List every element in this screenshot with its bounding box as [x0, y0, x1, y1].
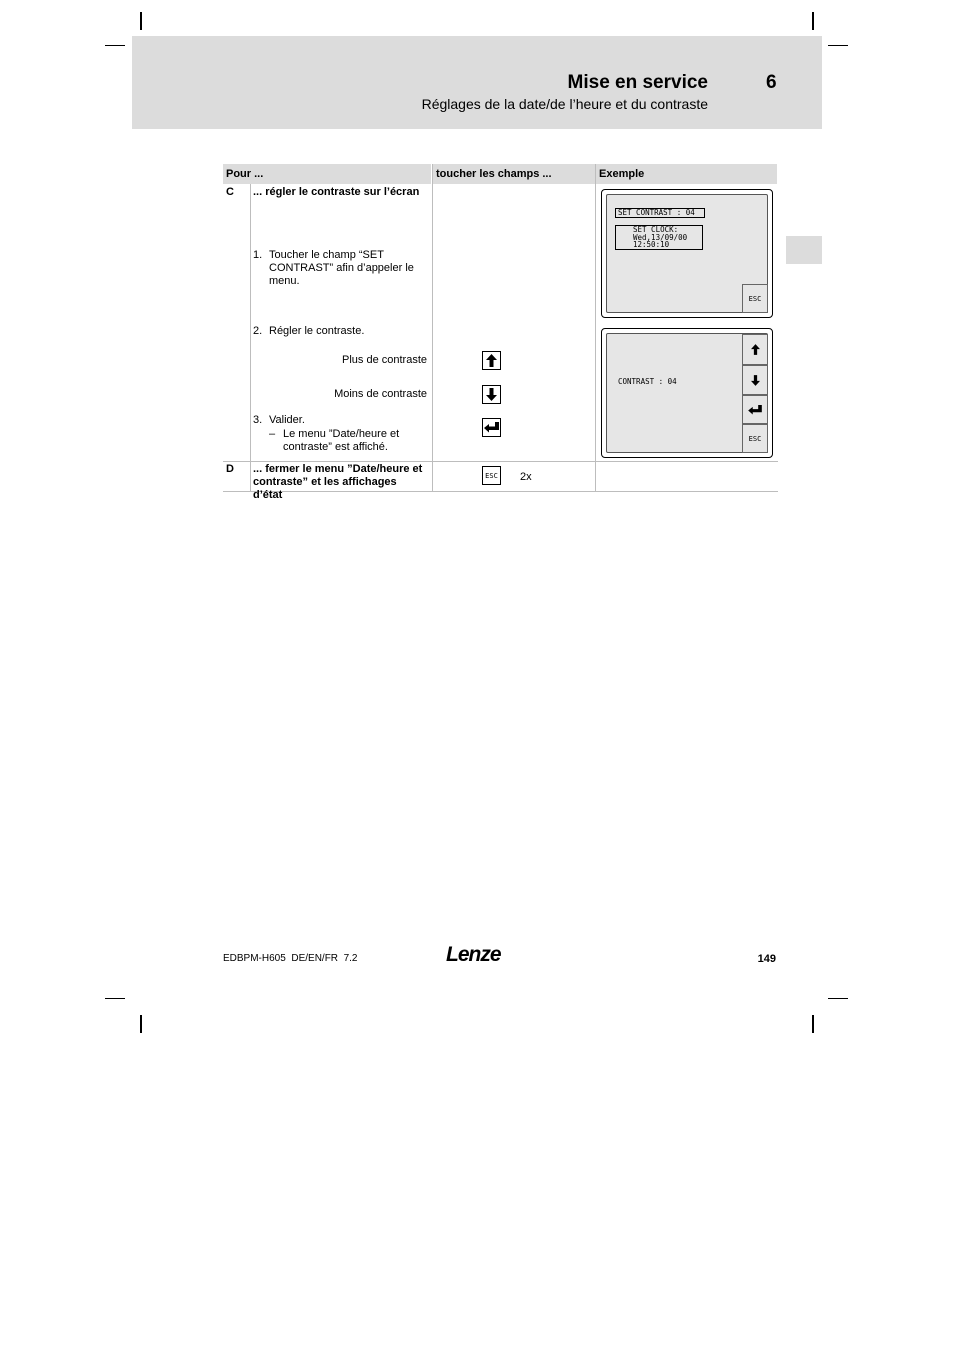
enter-icon	[484, 422, 499, 433]
arrow-down-icon	[486, 388, 497, 401]
step-number: 3.	[253, 414, 263, 426]
enter-icon	[748, 405, 762, 415]
repeat-count: 2x	[520, 471, 532, 483]
step-number: 2.	[253, 325, 263, 337]
screen-display	[606, 333, 768, 453]
clock-line-2: Wed,13/09/00	[633, 233, 688, 242]
clock-line-3: 12:50:10	[633, 240, 670, 249]
screen-esc-button[interactable]: ESC	[742, 424, 768, 453]
row-d-title: ... fermer le menu ”Date/heure et contraste” et les affichages d’état	[253, 463, 423, 501]
contrast-value: CONTRAST : 04	[618, 377, 677, 386]
table-divider	[250, 184, 251, 492]
arrow-up-key[interactable]	[482, 351, 501, 370]
crop-mark	[105, 45, 125, 46]
crop-mark	[105, 998, 125, 999]
arrow-down-key[interactable]	[482, 385, 501, 404]
crop-mark	[140, 1015, 142, 1033]
crop-mark	[828, 998, 848, 999]
table-header-pour: Pour ...	[223, 164, 431, 184]
step-3-dash: –	[269, 428, 276, 440]
arrow-up-icon	[751, 344, 760, 355]
crop-mark	[812, 1015, 814, 1033]
example-screen-2	[601, 328, 773, 458]
chapter-title: Mise en service	[567, 72, 708, 93]
table-divider	[595, 164, 596, 492]
plus-contrast-label: Plus de contraste	[342, 354, 427, 366]
row-letter-d: D	[226, 463, 234, 475]
set-contrast-field[interactable]: SET CONTRAST : 04	[615, 208, 705, 218]
table-divider	[432, 164, 433, 492]
set-clock-field[interactable]	[615, 225, 703, 250]
example-screen-1	[601, 189, 773, 318]
step-2-text: Régler le contraste.	[269, 325, 365, 337]
document-code: EDBPM-H605 DE/EN/FR 7.2	[223, 953, 358, 964]
brand-logo: Lenze	[446, 943, 501, 966]
step-1-text: Toucher le champ “SET CONTRAST” afin d’appeler le menu.	[269, 249, 414, 287]
minus-contrast-label: Moins de contraste	[334, 388, 427, 400]
screen-esc-button[interactable]: ESC	[742, 284, 768, 313]
side-tab	[786, 236, 822, 264]
enter-key[interactable]	[482, 418, 501, 437]
table-divider	[223, 461, 778, 462]
step-3-subtext: Le menu ”Date/heure et contraste” est affiché.	[283, 428, 400, 453]
step-3-text: Valider.	[269, 414, 305, 426]
table-header-exemple: Exemple	[596, 164, 777, 184]
table-header-toucher: toucher les champs ...	[433, 164, 595, 184]
row-c-title: ... régler le contraste sur l’écran	[253, 186, 420, 198]
arrow-up-icon	[486, 354, 497, 367]
crop-mark	[812, 12, 814, 30]
clock-line-1: SET CLOCK:	[633, 225, 679, 234]
row-letter-c: C	[226, 186, 234, 198]
screen-down-button[interactable]	[742, 365, 768, 395]
esc-key[interactable]: ESC	[482, 466, 501, 485]
screen-up-button[interactable]	[742, 334, 768, 365]
header-band	[132, 36, 822, 129]
crop-mark	[828, 45, 848, 46]
step-number: 1.	[253, 249, 263, 261]
screen-enter-button[interactable]	[742, 395, 768, 424]
chapter-subtitle: Réglages de la date/de l’heure et du contraste	[421, 96, 708, 112]
arrow-down-icon	[751, 375, 760, 386]
page-number: 149	[757, 953, 776, 965]
screen-display	[606, 194, 768, 313]
chapter-number: 6	[766, 72, 777, 93]
crop-mark	[140, 12, 142, 30]
